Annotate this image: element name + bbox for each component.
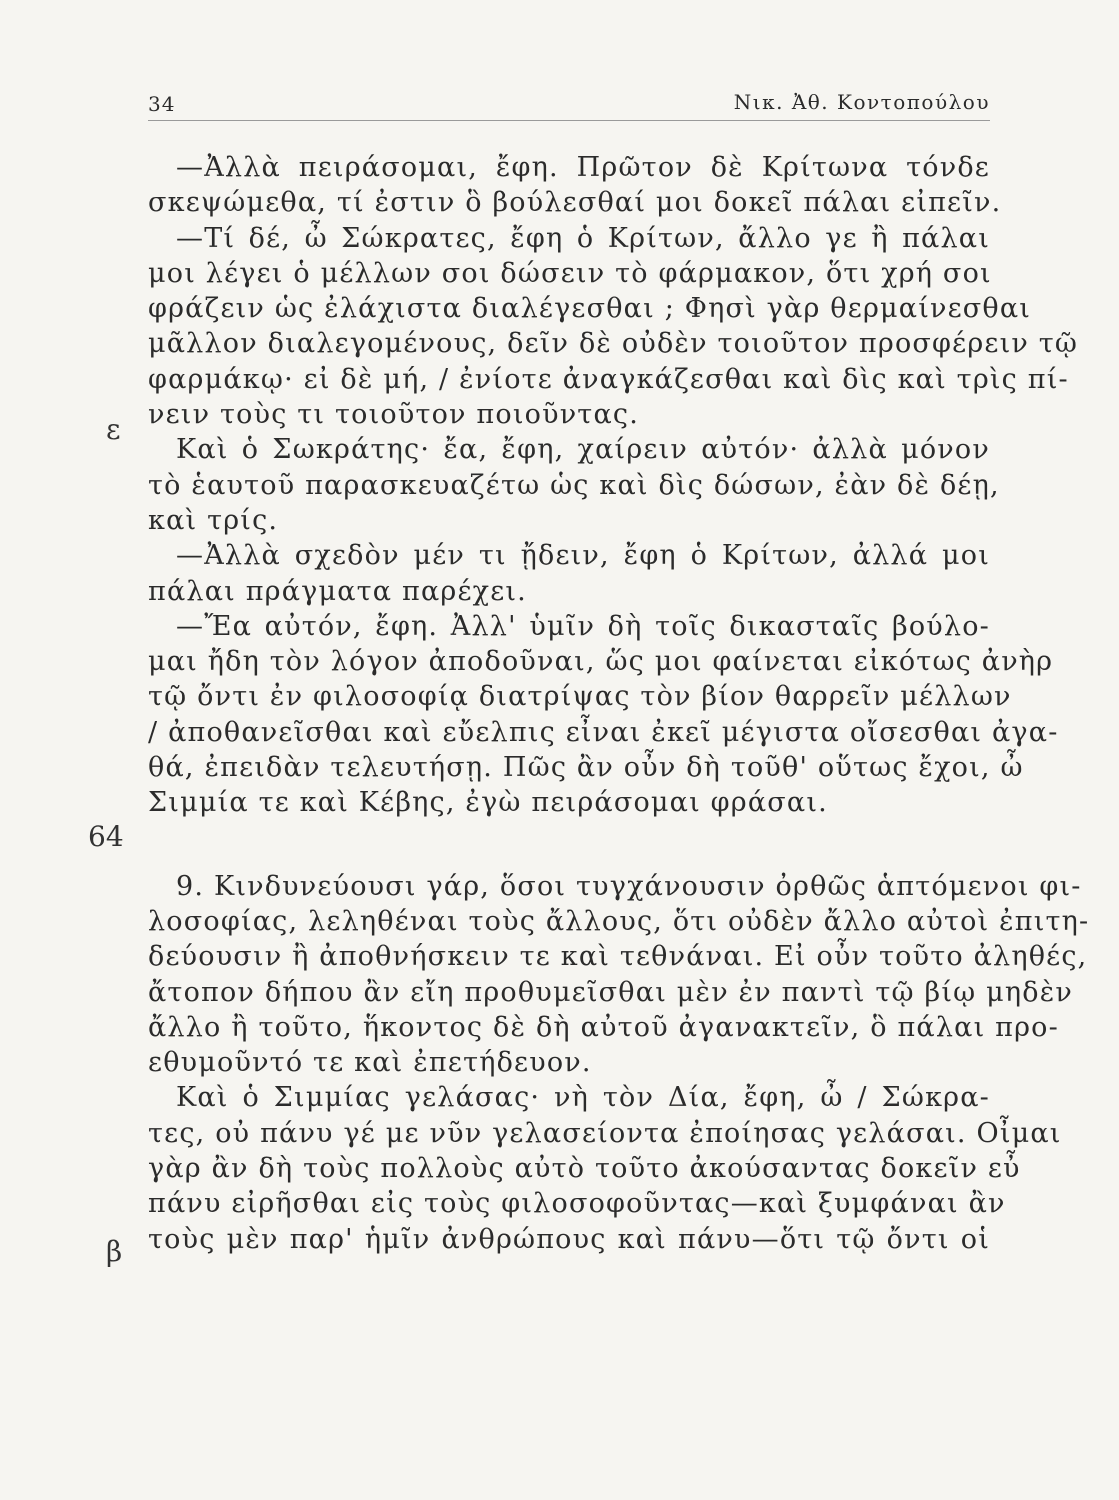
margin-note-b: β: [106, 1235, 123, 1268]
text-line: ἄτοπον δήπου ἂν εἴη προθυμεῖσθαι μὲν ἐν παντὶ τῷ βίῳ μηδὲν: [148, 976, 1073, 1008]
text-line: φράζειν ὡς ἐλάχιστα διαλέγεσθαι ; Φησὶ γὰρ θερμαίνεσθαι: [148, 293, 1032, 325]
text-line: γὰρ ἂν δὴ τοὺς πολλοὺς αὐτὸ τοῦτο ἀκούσαντας δοκεῖν εὖ: [148, 1153, 1021, 1185]
text-line: τοὺς μὲν παρ' ἡμῖν ἀνθρώπους καὶ πάνυ—ὅτι τῷ ὄντι οἱ: [148, 1223, 990, 1255]
text-line: —Τί δέ, ὦ Σώκρατες, ἔφη ὁ Κρίτων, ἄλλο γε ἢ πάλαι: [176, 222, 990, 254]
section-gap: [148, 821, 990, 869]
text-line: 9. Κινδυνεύουσι γάρ, ὅσοι τυγχάνουσιν ὀρθῶς ἁπτόμενοι φι-: [176, 870, 1082, 902]
text-line: ἄλλο ἢ τοῦτο, ἥκοντος δὲ δὴ αὐτοῦ ἀγανακτεῖν, ὃ πάλαι προ-: [148, 1011, 1059, 1043]
text-line: τῷ ὄντι ἐν φιλοσοφίᾳ διατρίψας τὸν βίον θαρρεῖν μέλλων: [148, 681, 1012, 713]
text-line: σκεψώμεθα, τί ἐστιν ὃ βούλεσθαί μοι δοκεῖ πάλαι εἰπεῖν.: [148, 187, 1002, 219]
page-header: [148, 88, 990, 121]
text-line: νειν τοὺς τι τοιοῦτον ποιοῦντας.: [148, 399, 639, 431]
text-line: Σιμμία τε καὶ Κέβης, ἐγὼ πειράσομαι φράσαι.: [148, 787, 828, 819]
text-line: καὶ τρίς.: [148, 504, 279, 536]
text-line: δεύουσιν ἢ ἀποθνήσκειν τε καὶ τεθνάναι. Εἰ οὖν τοῦτο ἀληθές,: [148, 941, 1088, 973]
text-line: τὸ ἑαυτοῦ παρασκευαζέτω ὡς καὶ δὶς δώσων, ἐὰν δὲ δέῃ,: [148, 469, 1000, 501]
margin-note-e: ε: [106, 413, 121, 446]
text-line: εθυμοῦντό τε καὶ ἐπετήδευον.: [148, 1047, 592, 1079]
text-line: θά, ἐπειδὰν τελευτήσῃ. Πῶς ἂν οὖν δὴ τοῦθ' οὕτως ἔχοι, ὦ: [148, 752, 1024, 784]
text-line: πάνυ εἰρῆσθαι εἰς τοὺς φιλοσοφοῦντας—καὶ ξυμφάναι ἂν: [148, 1188, 1006, 1220]
running-head: Νικ. Ἀθ. Κοντοπούλου: [733, 90, 990, 114]
text-line: μαι ἤδη τὸν λόγον ἀποδοῦναι, ὥς μοι φαίνεται εἰκότως ἀνὴρ: [148, 646, 1054, 678]
text-line: —Ἀλλὰ πειράσομαι, ἔφη. Πρῶτον δὲ Κρίτωνα τόνδε: [176, 152, 990, 183]
text-line: τες, οὐ πάνυ γέ με νῦν γελασείοντα ἐποίησας γελάσαι. Οἶμαι: [148, 1117, 1062, 1149]
margin-note-64: 64: [88, 820, 124, 853]
text-line: Καὶ ὁ Σωκράτης· ἔα, ἔφη, χαίρειν αὐτόν· ἀλλὰ μόνον: [176, 434, 990, 466]
page-number: 34: [148, 92, 176, 116]
main-text: [148, 150, 1090, 1257]
text-line: / ἀποθανεῖσθαι καὶ εὔελπις εἶναι ἐκεῖ μέγιστα οἴσεσθαι ἀγα-: [148, 716, 1059, 748]
text-line: μοι λέγει ὁ μέλλων σοι δώσειν τὸ φάρμακον, ὅτι χρή σοι: [148, 257, 992, 289]
text-line: Καὶ ὁ Σιμμίας γελάσας· νὴ τὸν Δία, ἔφη, ὦ / Σώκρα-: [176, 1082, 990, 1114]
text-line: λοσοφίας, λεληθέναι τοὺς ἄλλους, ὅτι οὐδὲν ἄλλο αὐτοὶ ἐπιτη-: [148, 905, 1090, 937]
text-line: —Ἀλλὰ σχεδὸν μέν τι ᾔδειν, ἔφη ὁ Κρίτων, ἀλλά μοι: [176, 540, 990, 572]
text-line: πάλαι πράγματα παρέχει.: [148, 575, 527, 607]
text-line: —Ἔα αὐτόν, ἔφη. Ἀλλ' ὑμῖν δὴ τοῖς δικασταῖς βούλο-: [176, 610, 990, 642]
text-line: φαρμάκῳ· εἰ δὲ μή, / ἐνίοτε ἀναγκάζεσθαι καὶ δὶς καὶ τρὶς πί-: [148, 363, 1069, 395]
text-line: μᾶλλον διαλεγομένους, δεῖν δὲ οὐδὲν τοιοῦτον προσφέρειν τῷ: [148, 328, 1079, 360]
